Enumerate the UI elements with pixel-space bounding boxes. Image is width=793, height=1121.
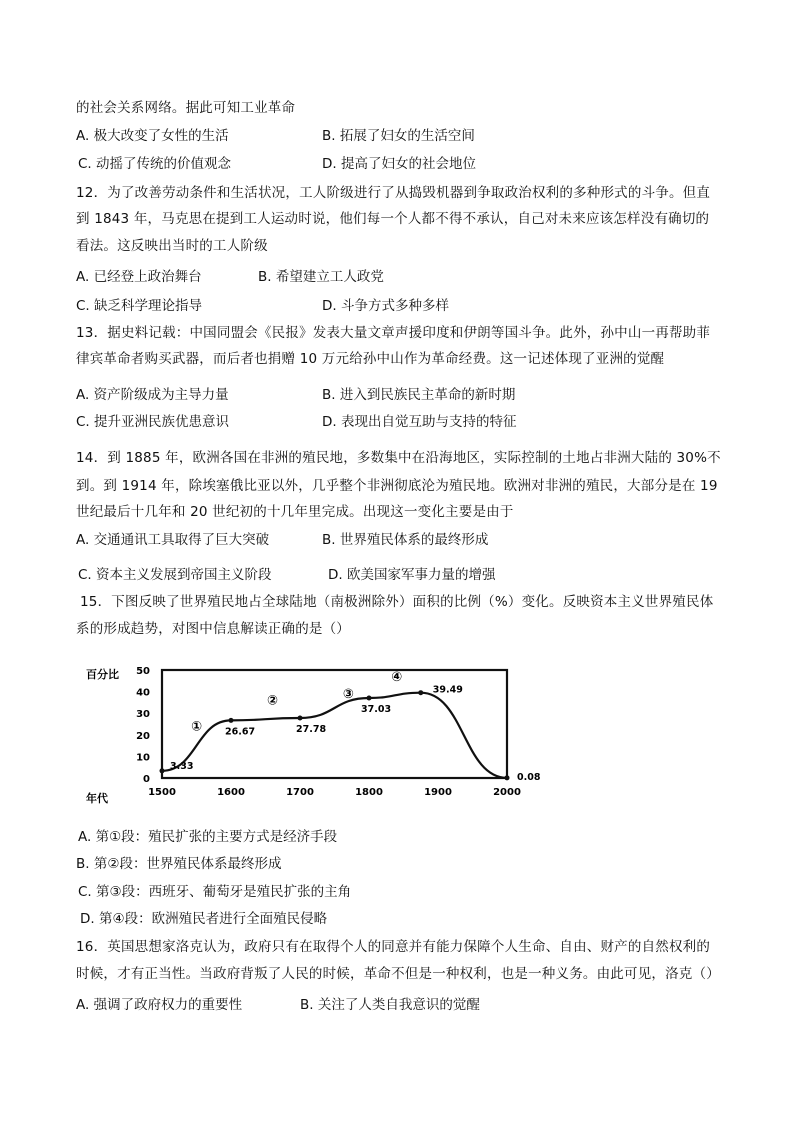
q14-option-d: D. 欧美国家军事力量的增强 xyxy=(328,567,496,583)
y-tick-label: 50 xyxy=(136,666,150,677)
q15-line-2: 系的形成趋势，对图中信息解读正确的是（） xyxy=(76,621,350,637)
q16-line-2: 时候，才有正当性。当政府背叛了人民的时候，革命不但是一种权利，也是一种义务。由此可见，洛克（） xyxy=(76,966,720,982)
q14-option-b: B. 世界殖民体系的最终形成 xyxy=(322,532,489,548)
q13-option-a: A. 资产阶级成为主导力量 xyxy=(76,387,229,403)
series-path xyxy=(162,693,507,778)
data-point xyxy=(367,696,372,701)
q12-option-b: B. 希望建立工人政党 xyxy=(258,269,384,285)
colony-chart xyxy=(86,660,552,810)
data-label: 0.08 xyxy=(517,771,541,783)
q12-line-2: 到 1843 年，马克思在提到工人运动时说，他们每一个人都不得不承认，自己对未来应该怎样没有确切的 xyxy=(76,211,710,227)
x-tick-label: 1700 xyxy=(286,787,314,798)
x-tick-label: 1600 xyxy=(217,787,245,798)
q15-line-1: 15．下图反映了世界殖民地占全球陆地（南极洲除外）面积的比例（%）变化。反映资本主义世界殖民体 xyxy=(80,594,714,610)
q11-option-b: B. 拓展了妇女的生活空间 xyxy=(322,128,475,144)
data-label: 27.78 xyxy=(296,723,327,735)
q11-option-a: A. 极大改变了女性的生活 xyxy=(76,128,229,144)
q16-option-a: A. 强调了政府权力的重要性 xyxy=(76,997,243,1013)
x-tick-label: 2000 xyxy=(493,787,521,798)
q13-option-c: C. 提升亚洲民族优患意识 xyxy=(76,414,230,430)
data-label: 37.03 xyxy=(361,704,392,716)
data-point xyxy=(229,718,234,723)
y-tick-label: 30 xyxy=(136,709,150,721)
x-ticks xyxy=(148,787,521,798)
q16-line-1: 16．英国思想家洛克认为，政府只有在取得个人的同意并有能力保障个人生命、自由、财产的自然权利的 xyxy=(76,939,711,955)
q13-option-b: B. 进入到民族民主革命的新时期 xyxy=(322,387,516,403)
q12-line-1: 12．为了改善劳动条件和生活状况，工人阶级进行了从捣毁机器到争取政治权利的多种形式的斗争。但直 xyxy=(76,185,711,201)
q15-option-c: C. 第③段：西班牙、葡萄牙是殖民扩张的主角 xyxy=(78,884,352,900)
q14-line-2: 到。到 1914 年，除埃塞俄比亚以外，几乎整个非洲彻底沦为殖民地。欧洲对非洲的殖民，大部分是在 19 xyxy=(76,478,718,494)
data-point xyxy=(505,775,510,780)
segment-marker: ③ xyxy=(342,687,354,703)
chart-ylabel: 百分比 xyxy=(86,668,119,681)
data-point xyxy=(418,690,423,695)
x-tick-label: 1500 xyxy=(148,787,176,798)
q12-option-c: C. 缺乏科学理论指导 xyxy=(76,298,203,314)
data-label: 26.67 xyxy=(225,726,256,738)
data-label: 3.33 xyxy=(170,760,194,772)
q11-option-d: D. 提高了妇女的社会地位 xyxy=(322,156,476,172)
data-point xyxy=(160,768,165,773)
x-tick-label: 1800 xyxy=(355,787,383,798)
q15-option-b: B. 第②段：世界殖民体系最终形成 xyxy=(76,856,282,872)
q13-line-2: 律宾革命者购买武器，而后者也捐赠 10 万元给孙中山作为革命经费。这一记述体现了亚洲的觉醒 xyxy=(76,351,665,367)
segment-marker: ② xyxy=(266,693,278,709)
q14-line-3: 世纪最后十几年和 20 世纪初的十几年里完成。出现这一变化主要是由于 xyxy=(76,504,514,520)
data-point xyxy=(298,715,303,720)
x-tick-label: 1900 xyxy=(424,787,452,798)
segment-marker: ① xyxy=(190,719,203,735)
q14-option-c: C. 资本主义发展到帝国主义阶段 xyxy=(78,567,272,583)
q15-option-a: A. 第①段：殖民扩张的主要方式是经济手段 xyxy=(78,829,338,845)
intro-tail: 的社会关系网络。据此可知工业革命 xyxy=(76,100,296,116)
q15-option-d: D. 第④段：欧洲殖民者进行全面殖民侵略 xyxy=(80,911,328,927)
q14-option-a: A. 交通通讯工具取得了巨大突破 xyxy=(76,532,270,548)
series-line xyxy=(160,690,510,780)
q12-option-d: D. 斗争方式多种多样 xyxy=(322,298,449,314)
q14-line-1: 14．到 1885 年，欧洲各国在非洲的殖民地，多数集中在沿海地区，实际控制的土地占非洲大陆的 30%不 xyxy=(76,450,721,466)
y-tick-label: 0 xyxy=(143,774,150,785)
q12-option-a: A. 已经登上政治舞台 xyxy=(76,269,202,285)
chart-xlabel: 年代 xyxy=(86,792,108,805)
y-tick-label: 40 xyxy=(136,687,150,699)
q11-option-c: C. 动摇了传统的价值观念 xyxy=(78,156,232,172)
y-tick-label: 10 xyxy=(136,752,150,764)
data-label: 39.49 xyxy=(432,684,463,696)
y-ticks xyxy=(136,666,150,785)
segment-marker: ④ xyxy=(391,669,403,685)
q13-line-1: 13．据史料记载：中国同盟会《民报》发表大量文章声援印度和伊朗等国斗争。此外，孙中山一再帮助菲 xyxy=(76,325,711,341)
y-tick-label: 20 xyxy=(136,730,150,742)
q12-line-3: 看法。这反映出当时的工人阶级 xyxy=(76,238,268,254)
q16-option-b: B. 关注了人类自我意识的觉醒 xyxy=(300,997,480,1013)
q13-option-d: D. 表现出自觉互助与支持的特征 xyxy=(322,414,517,430)
